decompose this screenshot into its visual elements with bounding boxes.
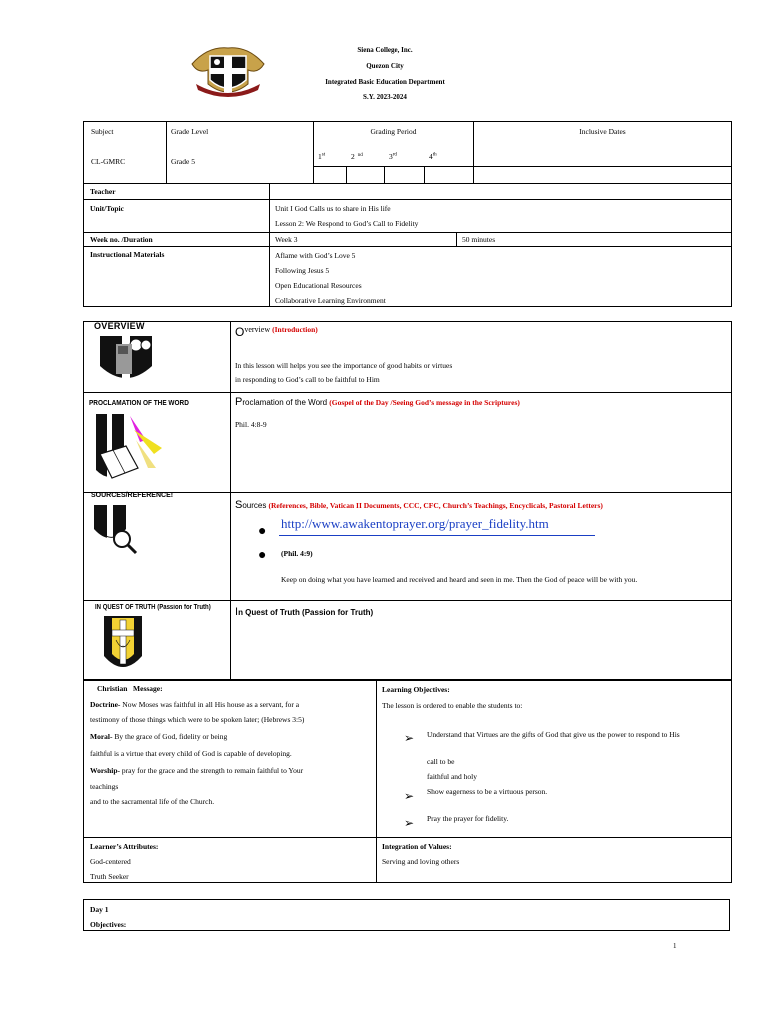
link-underline xyxy=(279,535,595,536)
sources-heading: Sources (References, Bible, Vatican II Documents, CCC, CFC, Church’s Teachings, Encyclicals, Pastoral Letters) xyxy=(235,499,603,511)
inclusive-dates-label: Inclusive Dates xyxy=(579,127,626,136)
proclamation-heading: Proclamation of the Word (Gospel of the Day /Seeing God’s message in the Scriptures) xyxy=(235,396,520,408)
unit-topic-label: Unit/Topic xyxy=(90,204,124,213)
bible-shield-icon xyxy=(94,410,164,490)
period-1: 1st xyxy=(318,152,326,161)
integration-values-text: Serving and loving others xyxy=(382,857,460,866)
moral-line: faithful is a virtue that every child of God is capable of developing. xyxy=(90,749,292,758)
school-city: Quezon City xyxy=(366,62,404,70)
learning-objectives-title: Learning Objectives: xyxy=(382,685,450,694)
proclamation-banner: PROCLAMATION OF THE WORD xyxy=(89,398,189,407)
period-3: 3rd xyxy=(389,152,397,161)
worship-line: teachings xyxy=(90,782,119,791)
sources-link[interactable]: http://www.awakentoprayer.org/prayer_fidelity.htm xyxy=(281,516,549,531)
bullet-icon: ● xyxy=(258,524,267,539)
objective-item: Show eagerness to be a virtuous person. xyxy=(427,787,548,796)
proclamation-text: Phil. 4:8-9 xyxy=(235,420,267,429)
bullet-icon: ● xyxy=(258,548,267,563)
arrow-bullet-icon: ➢ xyxy=(404,816,415,830)
quest-banner: IN QUEST OF TRUTH (Passion for Truth) xyxy=(95,604,211,611)
sources-text: Keep on doing what you have learned and received and heard and seen in me. Then the God of peace will be with you. xyxy=(281,575,638,584)
objective-item: Pray the prayer for fidelity. xyxy=(427,814,509,823)
cross-shield-icon xyxy=(102,614,144,676)
objective-item: call to be xyxy=(427,757,455,766)
subject-label: Subject xyxy=(91,127,114,136)
week-value: Week 3 xyxy=(275,235,298,244)
attribute-item: Truth Seeker xyxy=(90,872,129,881)
page-number: 1 xyxy=(673,942,677,950)
attribute-item: God-centered xyxy=(90,857,131,866)
overview-heading: Overview (Introduction) xyxy=(235,325,318,339)
grade-level-label: Grade Level xyxy=(171,127,209,136)
doctrine-line: Doctrine- Now Moses was faithful in all His house as a servant, for a xyxy=(90,700,300,709)
school-name: Siena College, Inc. xyxy=(357,46,413,54)
school-logo xyxy=(188,44,268,100)
teacher-label: Teacher xyxy=(90,187,116,196)
doctrine-line: testimony of those things which were to be spoken later; (Hebrews 3:5) xyxy=(90,715,305,724)
objective-item: Understand that Virtues are the gifts of God that give us the power to respond to His xyxy=(427,730,680,739)
material-item: Aflame with God’s Love 5 xyxy=(275,251,356,260)
subject-value: CL-GMRC xyxy=(91,157,126,166)
material-item: Following Jesus 5 xyxy=(275,266,330,275)
material-item: Open Educational Resources xyxy=(275,281,362,290)
arrow-bullet-icon: ➢ xyxy=(404,789,415,803)
school-department: Integrated Basic Education Department xyxy=(325,78,445,86)
unit-value: Unit I God Calls us to share in His life xyxy=(275,204,391,213)
integration-values-title: Integration of Values: xyxy=(382,842,452,851)
quest-heading: In Quest of Truth (Passion for Truth) xyxy=(235,606,374,618)
day-table xyxy=(83,899,730,931)
moral-line: Moral- By the grace of God, fidelity or being xyxy=(90,732,228,741)
grade-level-value: Grade 5 xyxy=(171,157,195,166)
grading-period-label: Grading Period xyxy=(370,127,417,136)
day-objectives-label: Objectives: xyxy=(90,920,127,929)
instructional-materials-label: Instructional Materials xyxy=(90,250,165,259)
duration-value: 50 minutes xyxy=(462,235,496,244)
arrow-bullet-icon: ➢ xyxy=(404,731,415,745)
period-4: 4th xyxy=(429,152,437,161)
worship-line: and to the sacramental life of the Church. xyxy=(90,797,215,806)
sources-banner: SOURCES/REFERENCE! xyxy=(91,492,174,499)
overview-banner: OVERVIEW xyxy=(94,321,145,331)
worship-line: Worship- pray for the grace and the strength to remain faithful to Your xyxy=(90,766,304,775)
overview-text: In this lesson will helps you see the importance of good habits or virtues xyxy=(235,361,453,370)
magnifier-shield-icon xyxy=(92,503,142,555)
school-year: S.Y. 2023-2024 xyxy=(363,93,407,101)
material-item: Collaborative Learning Environment xyxy=(275,296,386,305)
objective-item: faithful and holy xyxy=(427,772,477,781)
period-2: 2 $^{nd}$ xyxy=(351,152,363,161)
learner-attributes-title: Learner’s Attributes: xyxy=(90,842,159,851)
learning-objectives-intro: The lesson is ordered to enable the students to: xyxy=(382,701,523,710)
overview-text: in responding to God’s call to be faithful to Him xyxy=(235,375,380,384)
binoculars-shield-icon xyxy=(98,332,154,388)
sources-ref: (Phil. 4:9) xyxy=(281,549,313,558)
week-duration-label: Week no. /Duration xyxy=(90,235,153,244)
day-title: Day 1 xyxy=(90,905,109,914)
lesson-value: Lesson 2: We Respond to God’s Call to Fidelity xyxy=(275,219,419,228)
christian-message-title: Christian Message: xyxy=(97,684,163,693)
